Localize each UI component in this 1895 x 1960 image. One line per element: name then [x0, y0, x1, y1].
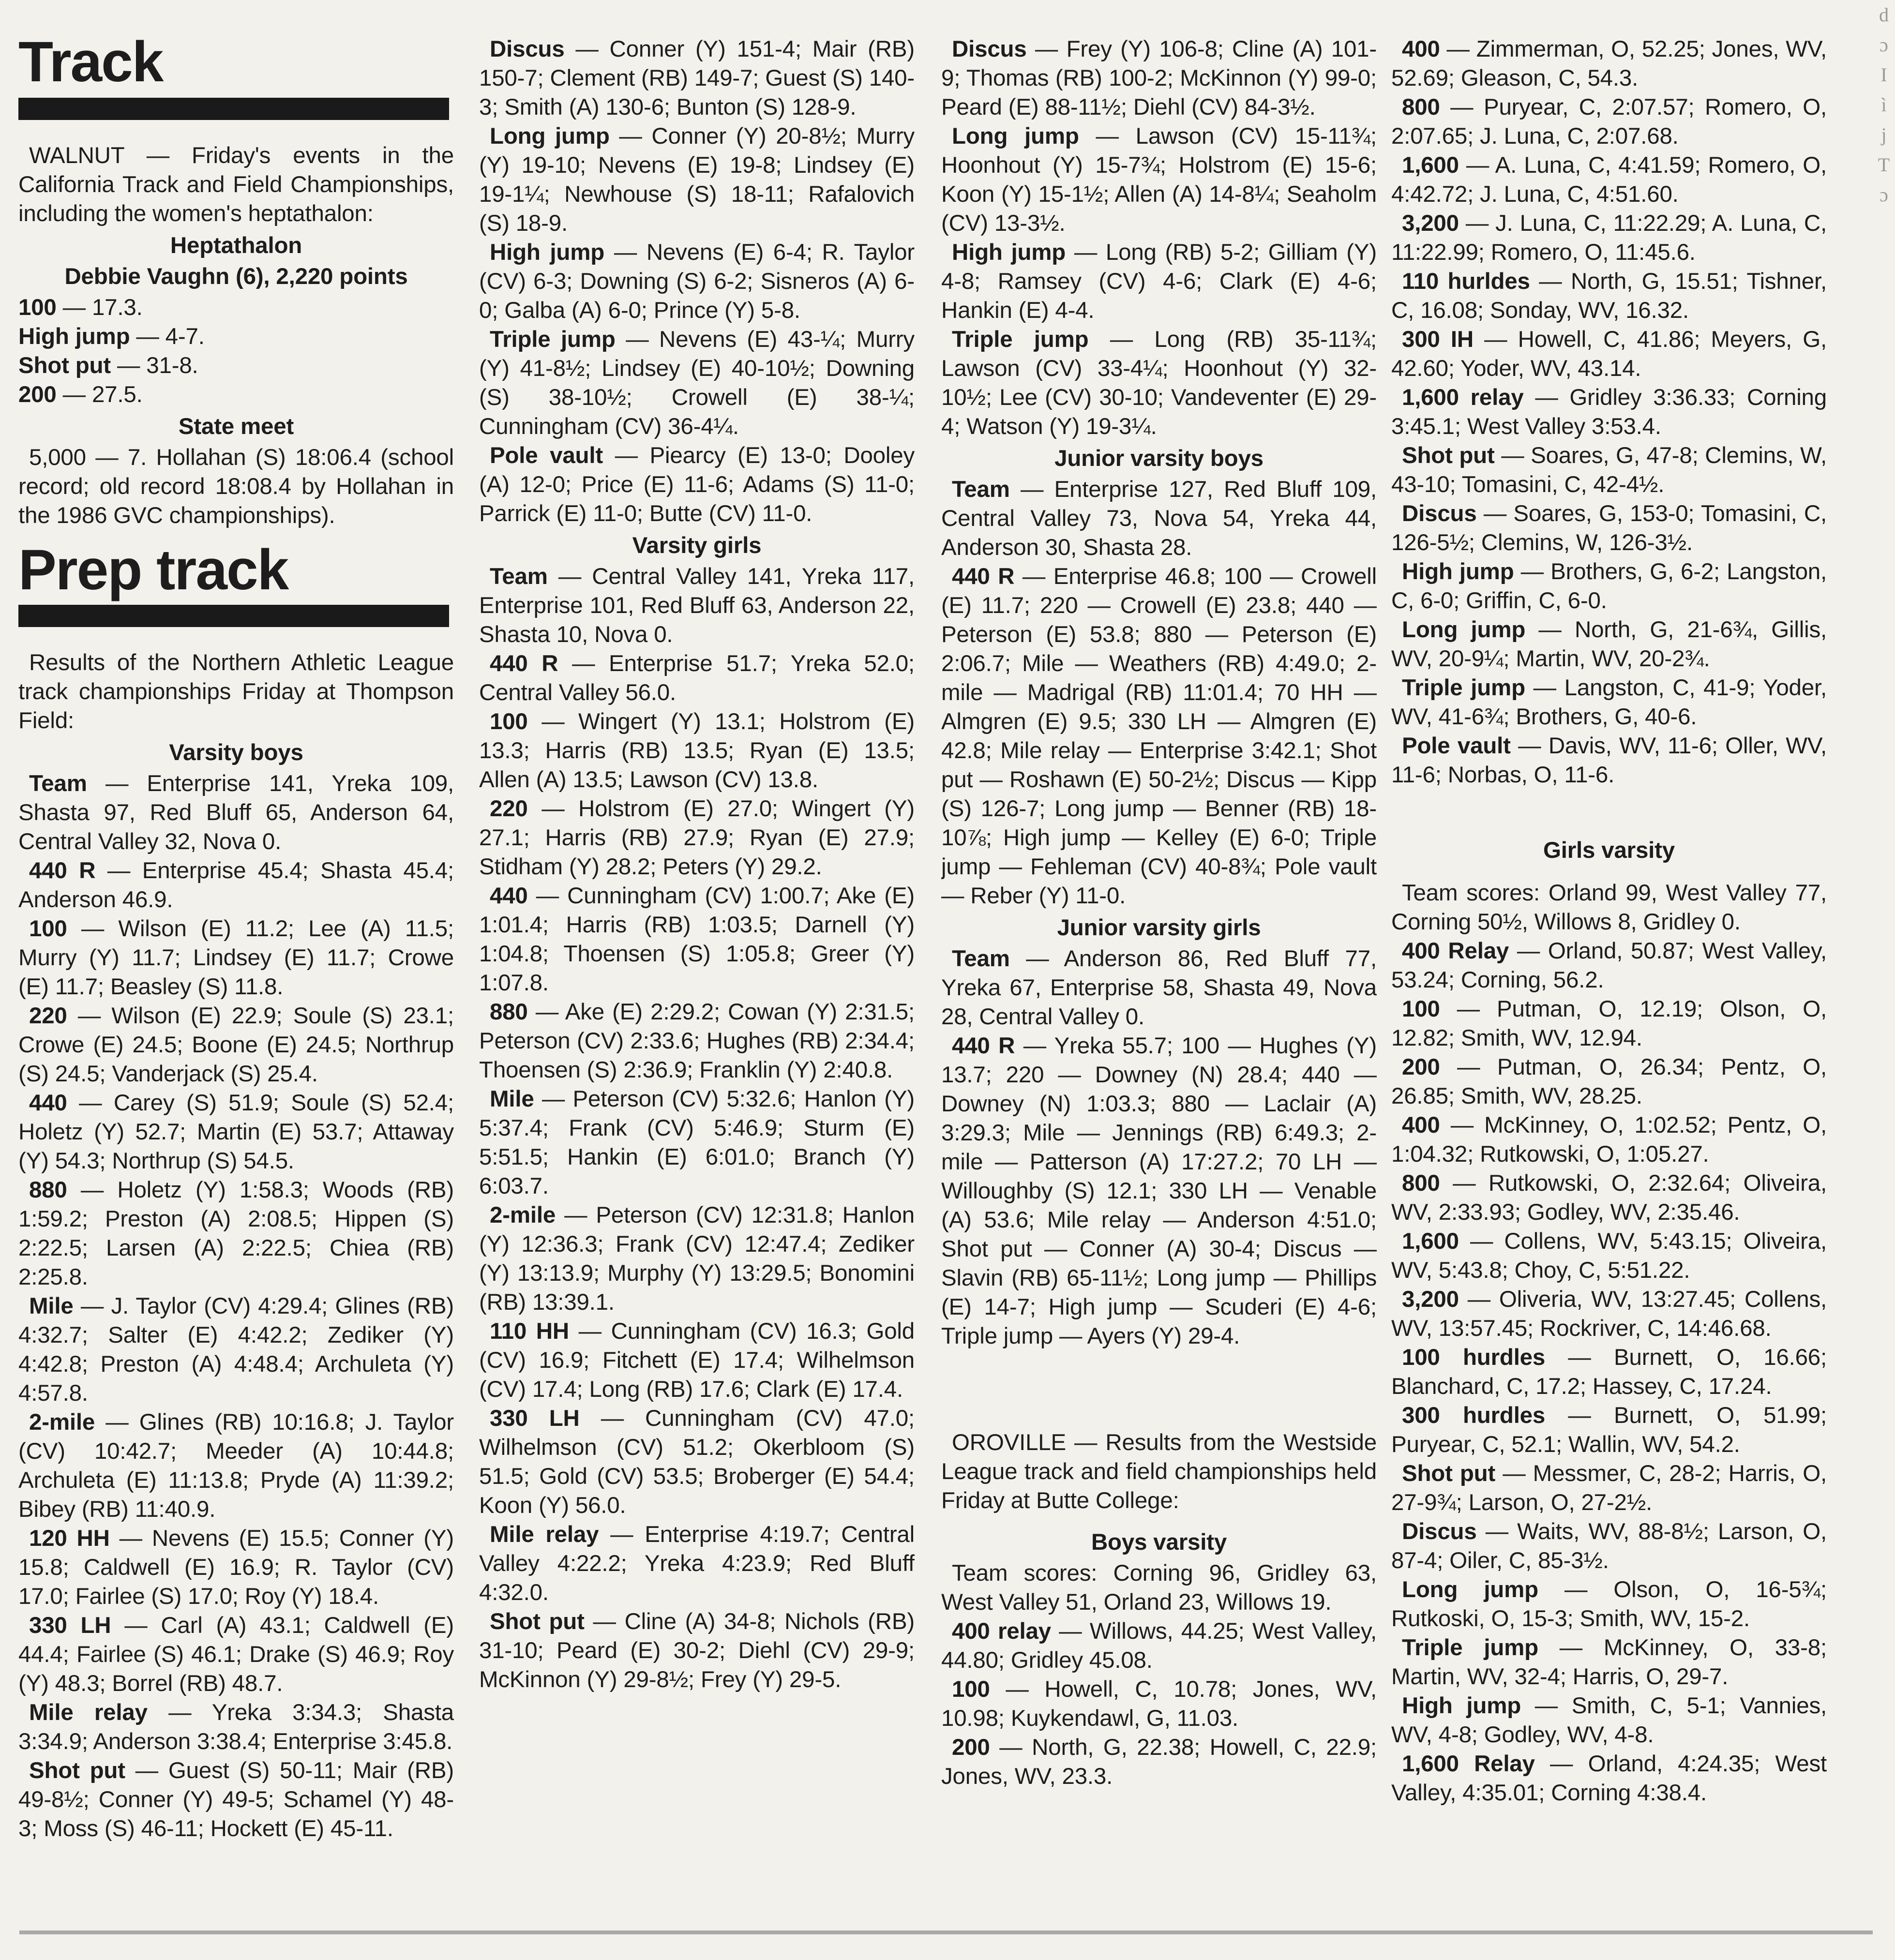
state-meet-title: State meet: [178, 414, 294, 439]
girls-varsity-title: Girls varsity: [1543, 838, 1675, 863]
result-entry: 440 — Cunningham (CV) 1:00.7; Ake (E) 1:01.4; Harris (RB) 1:03.5; Darnell (Y) 1:04.8; Thoensen (S) 1:05.8; Greer (Y) 1:07.8.: [479, 883, 915, 996]
result-entry: 880 — Ake (E) 2:29.2; Cowan (Y) 2:31.5; Peterson (CV) 2:33.6; Hughes (RB) 2:34.4; Thoensen (S) 2:36.9; Franklin (Y) 2:40.8.: [479, 999, 915, 1083]
result-entry: Team scores: Corning 96, Gridley 63, West Valley 51, Orland 23, Willows 19.: [941, 1560, 1377, 1615]
result-entry: 440 R — Enterprise 45.4; Shasta 45.4; Anderson 46.9.: [18, 858, 454, 913]
prep-track-heading: Prep track: [18, 538, 288, 602]
result-entry: 800 — Rutkowski, O, 2:32.64; Oliveira, WV, 2:33.93; Godley, WV, 2:35.46.: [1391, 1170, 1827, 1225]
varsity-girls-results: [479, 562, 915, 1694]
heading-rule: [18, 98, 449, 120]
result-entry: Mile relay — Yreka 3:34.3; Shasta 3:34.9; Anderson 3:38.4; Enterprise 3:45.8.: [18, 1700, 454, 1754]
result-entry: 440 R — Yreka 55.7; 100 — Hughes (Y) 13.7; 220 — Downey (N) 28.4; 440 — Downey (N) 1:03.3; 880 — Laclair (A) 3:29.3; Mile — Jennings (RB) 6:49.3; 2-mile — Patterson (A) 17:27.2; 70 LH — Willoughby (S) 12.1; 330 LH — Venable (A) 53.6; Mile relay — Anderson 4:51.0; Shot put — Conner (A) 30-4; Discus — Slavin (RB) 65-11½; Long jump — Phillips (E) 14-7; High jump — Scuderi (E) 4-6; Triple jump — Ayers (Y) 29-4.: [941, 1033, 1377, 1349]
result-entry: Shot put — Soares, G, 47-8; Clemins, W, 43-10; Tomasini, C, 42-4½.: [1391, 443, 1827, 497]
state-meet-result: 5,000 — 7. Hollahan (S) 18:06.4 (school record; old record 18:08.4 by Hollahan in the 1986 GVC championships).: [18, 445, 454, 528]
result-entry: 110 HH — Cunningham (CV) 16.3; Gold (CV) 16.9; Fitchett (E) 17.4; Wilhelmson (CV) 17.4; Long (RB) 17.6; Clark (E) 17.4.: [479, 1318, 915, 1402]
heading-rule: [18, 605, 449, 627]
result-entry: 440 R — Enterprise 46.8; 100 — Crowell (E) 11.7; 220 — Crowell (E) 23.8; 440 — Peterson (E) 53.8; 880 — Peterson (E) 2:06.7; Mile — Weathers (RB) 4:49.0; 2-mile — Madrigal (RB) 11:01.4; 70 HH — Almgren (E) 9.5; 330 LH — Almgren (E) 42.8; Mile relay — Enterprise 3:42.1; Shot put — Roshawn (E) 50-2½; Discus — Kipp (S) 126-7; Long jump — Benner (RB) 18-10⅞; High jump — Kelley (E) 6-0; Triple jump — Fehleman (CV) 40-8¾; Pole vault — Reber (Y) 11-0.: [941, 564, 1377, 909]
result-entry: 3,200 — Oliveria, WV, 13:27.45; Collens, WV, 13:57.45; Rockriver, C, 14:46.68.: [1391, 1287, 1827, 1341]
result-entry: Shot put — Messmer, C, 28-2; Harris, O, 27-9¾; Larson, O, 27-2½.: [1391, 1461, 1827, 1515]
spacer: [941, 1351, 1377, 1428]
track-intro: WALNUT — Friday's events in the California Track and Field Championships, including the women's heptathalon:: [18, 143, 454, 226]
boys-varsity-title: Boys varsity: [1091, 1529, 1227, 1555]
result-entry: High jump — Nevens (E) 6-4; R. Taylor (CV) 6-3; Downing (S) 6-2; Sisneros (A) 6-0; Galba (A) 6-0; Prince (Y) 5-8.: [479, 239, 915, 323]
result-entry: 110 hurldes — North, G, 15.51; Tishner, C, 16.08; Sonday, WV, 16.32.: [1391, 269, 1827, 323]
varsity-girls-results-cont: [941, 35, 1377, 441]
result-entry: Team — Anderson 86, Red Bluff 77, Yreka 67, Enterprise 58, Shasta 49, Nova 28, Central Valley 0.: [941, 946, 1377, 1030]
result-entry: Team — Central Valley 141, Yreka 117, Enterprise 101, Red Bluff 63, Anderson 22, Shasta 10, Nova 0.: [479, 564, 915, 647]
result-entry: Long jump — Lawson (CV) 15-11¾; Hoonhout (Y) 15-7¾; Holstrom (E) 15-6; Koon (Y) 15-1½; Allen (A) 14-8¼; Seaholm (CV) 13-3½.: [941, 123, 1377, 236]
result-entry: Triple jump — Langston, C, 41-9; Yoder, WV, 41-6¾; Brothers, G, 40-6.: [1391, 675, 1827, 730]
track-heading: Track: [18, 35, 163, 94]
result-entry: Discus — Conner (Y) 151-4; Mair (RB) 150-7; Clement (RB) 149-7; Guest (S) 140-3; Smith (A) 130-6; Bunton (S) 128-9.: [479, 36, 915, 120]
result-entry: Discus — Soares, G, 153-0; Tomasini, C, 126-5½; Clemins, W, 126-3½.: [1391, 501, 1827, 555]
result-entry: Pole vault — Davis, WV, 11-6; Oller, WV, 11-6; Norbas, O, 11-6.: [1391, 733, 1827, 788]
prep-intro: Results of the Northern Athletic League track championships Friday at Thompson Field:: [18, 650, 454, 733]
oroville-boys-results-cont: [1391, 35, 1827, 790]
result-entry: 400 relay — Willows, 44.25; West Valley, 44.80; Gridley 45.08.: [941, 1618, 1377, 1673]
result-entry: 200 — North, G, 22.38; Howell, C, 22.9; Jones, WV, 23.3.: [941, 1735, 1377, 1789]
varsity-boys-results: [18, 769, 454, 1843]
result-entry: Shot put — Guest (S) 50-11; Mair (RB) 49-8½; Conner (Y) 49-5; Schamel (Y) 48-3; Moss (S) 46-11; Hockett (E) 45-11.: [18, 1758, 454, 1841]
result-entry: 300 IH — Howell, C, 41.86; Meyers, G, 42.60; Yoder, WV, 43.14.: [1391, 327, 1827, 381]
result-entry: 400 Relay — Orland, 50.87; West Valley, 53.24; Corning, 56.2.: [1391, 938, 1827, 993]
jv-girls-results: [941, 944, 1377, 1351]
result-entry: Team scores: Orland 99, West Valley 77, Corning 50½, Willows 8, Gridley 0.: [1391, 880, 1827, 935]
result-entry: 330 LH — Carl (A) 43.1; Caldwell (E) 44.4; Fairlee (S) 46.1; Drake (S) 46.9; Roy (Y) 48.3; Borrel (RB) 48.7.: [18, 1613, 454, 1696]
result-entry: 400 — McKinney, O, 1:02.52; Pentz, O, 1:04.32; Rutkowski, O, 1:05.27.: [1391, 1112, 1827, 1167]
result-entry: High jump — Long (RB) 5-2; Gilliam (Y) 4-8; Ramsey (CV) 4-6; Clark (E) 4-6; Hankin (E) 4-4.: [941, 239, 1377, 323]
page-edge-marks: d ɔ I ì j T ɔ: [1878, 4, 1890, 206]
result-entry: 220 — Holstrom (E) 27.0; Wingert (Y) 27.1; Harris (RB) 27.9; Ryan (E) 27.9; Stidham (Y) 28.2; Peters (Y) 29.2.: [479, 796, 915, 880]
jv-girls-title: Junior varsity girls: [1057, 915, 1261, 941]
result-entry: 440 — Carey (S) 51.9; Soule (S) 52.4; Holetz (Y) 52.7; Martin (E) 53.7; Attaway (Y) 54.3; Northrup (S) 54.5.: [18, 1090, 454, 1174]
oroville-boys-results: [941, 1559, 1377, 1791]
result-entry: 100 hurdles — Burnett, O, 16.66; Blanchard, C, 17.2; Hassey, C, 17.24.: [1391, 1345, 1827, 1399]
oroville-intro: OROVILLE — Results from the Westside League track and field championships held Friday at Butte College:: [941, 1430, 1377, 1513]
result-entry: 100 — Wingert (Y) 13.1; Holstrom (E) 13.3; Harris (RB) 13.5; Ryan (E) 13.5; Allen (A) 13.5; Lawson (CV) 13.8.: [479, 709, 915, 793]
heptathlon-events: [18, 293, 454, 409]
result-entry: 100 — Putman, O, 12.19; Olson, O, 12.82; Smith, WV, 12.94.: [1391, 996, 1827, 1051]
result-entry: Discus — Waits, WV, 88-8½; Larson, O, 87-4; Oiler, C, 85-3½.: [1391, 1519, 1827, 1573]
result-entry: Team — Enterprise 127, Red Bluff 109, Central Valley 73, Nova 54, Yreka 44, Anderson 30, Shasta 28.: [941, 477, 1377, 560]
result-entry: Team — Enterprise 141, Yreka 109, Shasta 97, Red Bluff 65, Anderson 64, Central Valley 32, Nova 0.: [18, 771, 454, 854]
result-entry: Mile relay — Enterprise 4:19.7; Central Valley 4:22.2; Yreka 4:23.9; Red Bluff 4:32.0.: [479, 1522, 915, 1605]
jv-boys-results: [941, 475, 1377, 911]
heptathlon-event: Shot put — 31-8.: [18, 353, 198, 378]
result-entry: Mile — J. Taylor (CV) 4:29.4; Glines (RB) 4:32.7; Salter (E) 4:42.2; Zediker (Y) 4:42.8; Preston (A) 4:48.4; Archuleta (Y) 4:57.8.: [18, 1293, 454, 1406]
column-3: [941, 35, 1377, 1931]
result-entry: 1,600 Relay — Orland, 4:24.35; West Valley, 4:35.01; Corning 4:38.4.: [1391, 1751, 1827, 1806]
result-entry: Shot put — Cline (A) 34-8; Nichols (RB) 31-10; Peard (E) 30-2; Diehl (CV) 29-9; McKinnon (Y) 29-8½; Frey (Y) 29-5.: [479, 1609, 915, 1692]
varsity-girls-title: Varsity girls: [632, 533, 762, 558]
page-bottom-rule: [19, 1930, 1873, 1934]
heptathlon-event: High jump — 4-7.: [18, 324, 205, 349]
varsity-boys-results-cont: [479, 35, 915, 528]
result-entry: 880 — Holetz (Y) 1:58.3; Woods (RB) 1:59.2; Preston (A) 2:08.5; Hippen (S) 2:22.5; Larsen (A) 2:22.5; Chiea (RB) 2:25.8.: [18, 1177, 454, 1290]
result-entry: 800 — Puryear, C, 2:07.57; Romero, O, 2:07.65; J. Luna, C, 2:07.68.: [1391, 94, 1827, 149]
column-1: [18, 35, 454, 1931]
result-entry: 1,600 — Collens, WV, 5:43.15; Oliveira, WV, 5:43.8; Choy, C, 5:51.22.: [1391, 1228, 1827, 1283]
heptathlon-winner: Debbie Vaughn (6), 2,220 points: [64, 264, 408, 289]
result-entry: 3,200 — J. Luna, C, 11:22.29; A. Luna, C, 11:22.99; Romero, O, 11:45.6.: [1391, 210, 1827, 265]
result-entry: Triple jump — Nevens (E) 43-¼; Murry (Y) 41-8½; Lindsey (E) 40-10½; Downing (S) 38-10½; Crowell (E) 38-¼; Cunningham (CV) 36-4¼.: [479, 327, 915, 439]
result-entry: Mile — Peterson (CV) 5:32.6; Hanlon (Y) 5:37.4; Frank (CV) 5:46.9; Sturm (E) 5:51.5; Hankin (E) 6:01.0; Branch (Y) 6:03.7.: [479, 1086, 915, 1199]
result-entry: 330 LH — Cunningham (CV) 47.0; Wilhelmson (CV) 51.2; Okerbloom (S) 51.5; Gold (CV) 53.5; Broberger (E) 54.4; Koon (Y) 56.0.: [479, 1406, 915, 1518]
result-entry: Triple jump — McKinney, O, 33-8; Martin, WV, 32-4; Harris, O, 29-7.: [1391, 1635, 1827, 1690]
varsity-boys-title: Varsity boys: [169, 740, 303, 765]
heptathlon-event: 100 — 17.3.: [18, 295, 143, 320]
result-entry: 120 HH — Nevens (E) 15.5; Conner (Y) 15.8; Caldwell (E) 16.9; R. Taylor (CV) 17.0; Fairlee (S) 17.0; Roy (Y) 18.4.: [18, 1526, 454, 1609]
column-4: [1391, 35, 1827, 1931]
result-entry: 100 — Howell, C, 10.78; Jones, WV, 10.98; Kuykendawl, G, 11.03.: [941, 1676, 1377, 1731]
result-entry: Long jump — North, G, 21-6¾, Gillis, WV, 20-9¼; Martin, WV, 20-2¾.: [1391, 617, 1827, 672]
heptathlon-title: Heptathalon: [170, 233, 302, 258]
result-entry: 200 — Putman, O, 26.34; Pentz, O, 26.85; Smith, WV, 28.25.: [1391, 1054, 1827, 1109]
jv-boys-title: Junior varsity boys: [1054, 446, 1263, 471]
result-entry: Long jump — Conner (Y) 20-8½; Murry (Y) 19-10; Nevens (E) 19-8; Lindsey (E) 19-1¼; Newhouse (S) 18-11; Rafalovich (S) 18-9.: [479, 123, 915, 236]
result-entry: Discus — Frey (Y) 106-8; Cline (A) 101-9; Thomas (RB) 100-2; McKinnon (Y) 99-0; Peard (E) 88-11½; Diehl (CV) 84-3½.: [941, 36, 1377, 120]
result-entry: High jump — Brothers, G, 6-2; Langston, C, 6-0; Griffin, C, 6-0.: [1391, 559, 1827, 613]
result-entry: 2-mile — Glines (RB) 10:16.8; J. Taylor (CV) 10:42.7; Meeder (A) 10:44.8; Archuleta (E) 11:13.8; Pryde (A) 11:39.2; Bibey (RB) 11:40.9.: [18, 1409, 454, 1522]
result-entry: 2-mile — Peterson (CV) 12:31.8; Hanlon (Y) 12:36.3; Frank (CV) 12:47.4; Zediker (Y) 13:13.9; Murphy (Y) 13:29.5; Bonomini (RB) 13:39.1.: [479, 1202, 915, 1315]
result-entry: 100 — Wilson (E) 11.2; Lee (A) 11.5; Murry (Y) 11.7; Lindsey (E) 11.7; Crowe (E) 11.7; Beasley (S) 11.8.: [18, 916, 454, 1000]
heptathlon-event: 200 — 27.5.: [18, 382, 143, 407]
result-entry: Pole vault — Piearcy (E) 13-0; Dooley (A) 12-0; Price (E) 11-6; Adams (S) 11-0; Parrick (E) 11-0; Butte (CV) 11-0.: [479, 443, 915, 526]
result-entry: 300 hurdles — Burnett, O, 51.99; Puryear, C, 52.1; Wallin, WV, 54.2.: [1391, 1403, 1827, 1457]
result-entry: 400 — Zimmerman, O, 52.25; Jones, WV, 52.69; Gleason, C, 54.3.: [1391, 36, 1827, 91]
oroville-girls-results: [1391, 879, 1827, 1808]
result-entry: 1,600 relay — Gridley 3:36.33; Corning 3:45.1; West Valley 3:53.4.: [1391, 385, 1827, 439]
result-entry: 440 R — Enterprise 51.7; Yreka 52.0; Central Valley 56.0.: [479, 651, 915, 705]
result-entry: Triple jump — Long (RB) 35-11¾; Lawson (CV) 33-4¼; Hoonhout (Y) 32-10½; Lee (CV) 30-10; Vandeventer (E) 29-4; Watson (Y) 19-3¼.: [941, 327, 1377, 439]
column-2: [479, 35, 915, 1931]
result-entry: Long jump — Olson, O, 16-5¾; Rutkoski, O, 15-3; Smith, WV, 15-2.: [1391, 1577, 1827, 1631]
result-entry: High jump — Smith, C, 5-1; Vannies, WV, 4-8; Godley, WV, 4-8.: [1391, 1693, 1827, 1748]
result-entry: 220 — Wilson (E) 22.9; Soule (S) 23.1; Crowe (E) 24.5; Boone (E) 24.5; Northrup (S) 24.5; Vanderjack (S) 25.4.: [18, 1003, 454, 1087]
result-entry: 1,600 — A. Luna, C, 4:41.59; Romero, O, 4:42.72; J. Luna, C, 4:51.60.: [1391, 152, 1827, 207]
